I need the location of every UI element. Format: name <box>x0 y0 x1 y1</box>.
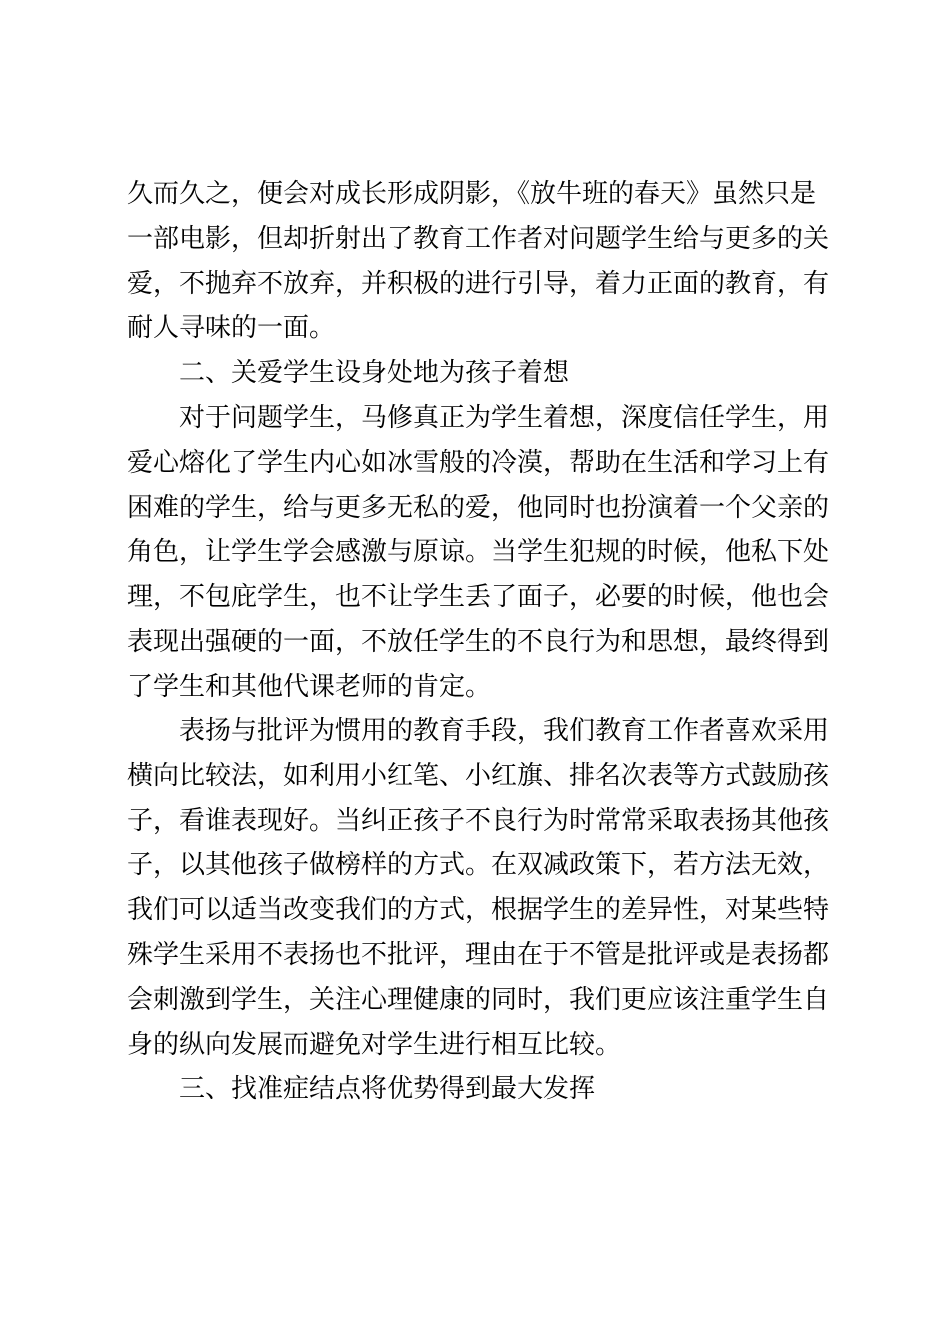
text-line: 理，不包庇学生，也不让学生丢了面子，必要的时候，他也会 <box>127 582 830 613</box>
text-line: 子，看谁表现好。当纠正孩子不良行为时常常采取表扬其他孩 <box>127 805 830 836</box>
heading-text: 三、找准症结点将优势得到最大发挥 <box>179 1074 596 1104</box>
paragraph-continued <box>127 172 833 351</box>
text-line: 表现出强硬的一面，不放任学生的不良行为和思想，最终得到 <box>127 626 830 657</box>
text-line: 困难的学生，给与更多无私的爱，他同时也扮演着一个父亲的 <box>127 492 830 523</box>
text-line: 对于问题学生，马修真正为学生着想，深度信任学生，用 <box>179 403 830 433</box>
text-line: 殊学生采用不表扬也不批评，理由在于不管是批评或是表扬都 <box>127 939 830 970</box>
paragraph-3 <box>127 709 833 1067</box>
text-line: 会刺激到学生，关注心理健康的同时，我们更应该注重学生自 <box>127 984 830 1015</box>
text-line: 身的纵向发展而避免对学生进行相互比较。 <box>127 1029 622 1060</box>
text-line: 爱，不抛弃不放弃，并积极的进行引导，着力正面的教育，有 <box>127 268 830 299</box>
text-line: 表扬与批评为惯用的教育手段，我们教育工作者喜欢采用 <box>179 716 830 746</box>
text-line: 爱心熔化了学生内心如冰雪般的冷漠，帮助在生活和学习上有 <box>127 447 830 478</box>
section-heading-3 <box>127 1067 833 1112</box>
paragraph-2 <box>127 396 833 710</box>
text-line: 横向比较法，如利用小红笔、小红旗、排名次表等方式鼓励孩 <box>127 760 830 791</box>
heading-text: 二、关爱学生设身处地为孩子着想 <box>179 358 570 388</box>
text-line: 一部电影，但却折射出了教育工作者对问题学生给与更多的关 <box>127 223 830 254</box>
section-heading-2 <box>127 351 833 396</box>
text-line: 子，以其他孩子做榜样的方式。在双减政策下，若方法无效， <box>127 850 830 881</box>
text-line: 了学生和其他代课老师的肯定。 <box>127 671 492 702</box>
text-line: 角色，让学生学会感激与原谅。当学生犯规的时候，他私下处 <box>127 537 830 568</box>
text-line: 久而久之，便会对成长形成阴影，《放牛班的春天》虽然只是 <box>127 179 817 209</box>
text-line: 耐人寻味的一面。 <box>127 313 336 344</box>
text-line: 我们可以适当改变我们的方式，根据学生的差异性，对某些特 <box>127 895 830 926</box>
